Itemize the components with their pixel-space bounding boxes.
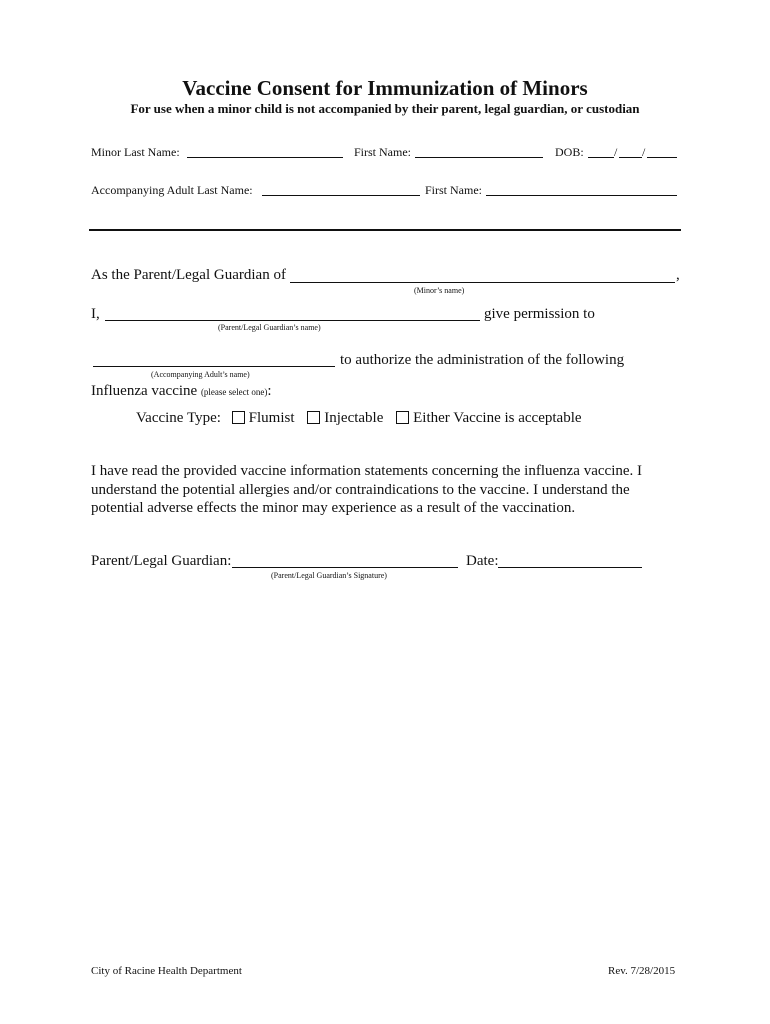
- vaccine-type-row: [136, 410, 582, 427]
- form-subtitle: For use when a minor child is not accompanied by their parent, legal guardian, or custodian: [130, 101, 640, 116]
- consent-statement: I have read the provided vaccine information statements concerning the influenza vaccine. I understand the potential allergies and/or contraindications to the vaccine. I understand the potential adverse effects the minor may experience as a result of the vaccination.: [91, 463, 643, 516]
- influenza-vaccine-label: Influenza vaccine: [91, 383, 198, 399]
- flumist-option-label: Flumist: [248, 410, 295, 426]
- signature-caption: (Parent/Legal Guardian’s Signature): [271, 571, 387, 580]
- give-permission-text: give permission to: [484, 306, 595, 322]
- accompanying-adult-name-field[interactable]: [93, 366, 335, 367]
- section-divider: [89, 229, 681, 231]
- form-title: Vaccine Consent for Immunization of Minors: [182, 76, 588, 100]
- adult-last-name-label: Accompanying Adult Last Name:: [91, 183, 253, 197]
- colon: :: [267, 383, 272, 399]
- injectable-option-label: Injectable: [324, 410, 384, 426]
- signature-label: Parent/Legal Guardian:: [91, 553, 232, 569]
- please-select-note: (please select one): [200, 387, 268, 397]
- dob-month-field[interactable]: [588, 157, 614, 158]
- guardian-name-field[interactable]: [105, 320, 480, 321]
- footer-revision: Rev. 7/28/2015: [608, 965, 676, 977]
- injectable-checkbox[interactable]: [307, 411, 320, 424]
- minor-first-name-label: First Name:: [354, 145, 411, 159]
- authorize-text: to authorize the administration of the following: [340, 352, 625, 368]
- dob-year-field[interactable]: [647, 157, 677, 158]
- signature-field[interactable]: [232, 567, 458, 568]
- adult-name-caption: (Accompanying Adult’s name): [151, 370, 250, 379]
- comma: ,: [676, 267, 680, 283]
- dob-separator: /: [614, 145, 618, 159]
- minor-name-caption: (Minor’s name): [414, 286, 465, 295]
- adult-first-name-field[interactable]: [486, 195, 677, 196]
- minor-last-name-label: Minor Last Name:: [91, 145, 180, 159]
- adult-first-name-label: First Name:: [425, 183, 482, 197]
- influenza-line: [91, 383, 272, 400]
- dob-label: DOB:: [555, 145, 584, 159]
- minor-last-name-field[interactable]: [187, 157, 343, 158]
- date-field[interactable]: [498, 567, 642, 568]
- either-option-label: Either Vaccine is acceptable: [413, 410, 582, 426]
- vaccine-type-label: Vaccine Type:: [136, 410, 221, 426]
- flumist-checkbox[interactable]: [232, 411, 245, 424]
- i-label: I,: [91, 306, 100, 322]
- date-label: Date:: [466, 553, 499, 569]
- guardian-name-caption: (Parent/Legal Guardian’s name): [218, 323, 321, 332]
- minor-first-name-field[interactable]: [415, 157, 543, 158]
- either-vaccine-checkbox[interactable]: [396, 411, 409, 424]
- parent-guardian-of-label: As the Parent/Legal Guardian of: [91, 267, 286, 283]
- dob-day-field[interactable]: [619, 157, 642, 158]
- adult-last-name-field[interactable]: [262, 195, 420, 196]
- footer-department: City of Racine Health Department: [91, 965, 242, 977]
- dob-separator: /: [642, 145, 646, 159]
- minor-name-field[interactable]: [290, 282, 675, 283]
